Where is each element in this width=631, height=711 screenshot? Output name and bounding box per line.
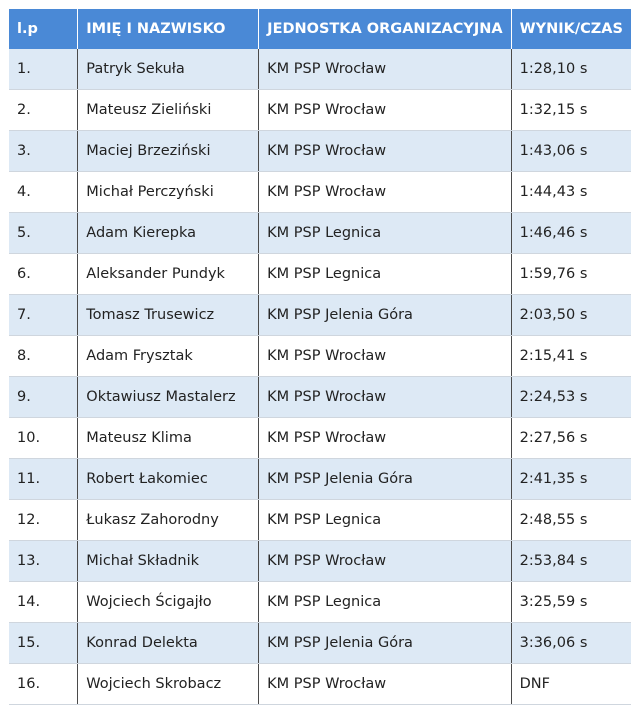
cell-name: Mateusz Klima xyxy=(78,418,259,459)
cell-result: 1:43,06 s xyxy=(511,131,631,172)
cell-name: Maciej Brzeziński xyxy=(78,131,259,172)
cell-name: Aleksander Pundyk xyxy=(78,254,259,295)
cell-lp: 16. xyxy=(9,664,78,705)
cell-unit: KM PSP Wrocław xyxy=(259,418,511,459)
table-row xyxy=(9,459,631,500)
table-row xyxy=(9,500,631,541)
cell-result: 2:15,41 s xyxy=(511,336,631,377)
table-header xyxy=(9,9,631,49)
cell-unit: KM PSP Wrocław xyxy=(259,664,511,705)
table-row xyxy=(9,295,631,336)
cell-unit: KM PSP Jelenia Góra xyxy=(259,623,511,664)
cell-result: 3:25,59 s xyxy=(511,582,631,623)
cell-name: Wojciech Skrobacz xyxy=(78,664,259,705)
cell-result: 2:24,53 s xyxy=(511,377,631,418)
cell-result: DNF xyxy=(511,664,631,705)
cell-name: Michał Składnik xyxy=(78,541,259,582)
cell-name: Wojciech Ścigajło xyxy=(78,582,259,623)
cell-lp: 11. xyxy=(9,459,78,500)
cell-unit: KM PSP Wrocław xyxy=(259,90,511,131)
header-unit: JEDNOSTKA ORGANIZACYJNA xyxy=(259,9,511,49)
cell-name: Oktawiusz Mastalerz xyxy=(78,377,259,418)
table-body xyxy=(9,49,631,705)
table-row xyxy=(9,254,631,295)
table-row xyxy=(9,664,631,705)
cell-lp: 1. xyxy=(9,49,78,90)
cell-name: Adam Kierepka xyxy=(78,213,259,254)
cell-unit: KM PSP Wrocław xyxy=(259,336,511,377)
cell-lp: 3. xyxy=(9,131,78,172)
cell-name: Patryk Sekuła xyxy=(78,49,259,90)
table-row xyxy=(9,418,631,459)
cell-name: Michał Perczyński xyxy=(78,172,259,213)
table-row xyxy=(9,90,631,131)
cell-unit: KM PSP Jelenia Góra xyxy=(259,295,511,336)
cell-unit: KM PSP Wrocław xyxy=(259,172,511,213)
cell-result: 1:44,43 s xyxy=(511,172,631,213)
cell-lp: 12. xyxy=(9,500,78,541)
cell-result: 1:59,76 s xyxy=(511,254,631,295)
header-result: WYNIK/CZAS xyxy=(511,9,631,49)
cell-result: 2:03,50 s xyxy=(511,295,631,336)
header-lp: l.p xyxy=(9,9,78,49)
cell-result: 2:48,55 s xyxy=(511,500,631,541)
cell-name: Robert Łakomiec xyxy=(78,459,259,500)
cell-lp: 13. xyxy=(9,541,78,582)
cell-lp: 15. xyxy=(9,623,78,664)
cell-result: 3:36,06 s xyxy=(511,623,631,664)
table-row xyxy=(9,213,631,254)
table-row xyxy=(9,336,631,377)
cell-unit: KM PSP Legnica xyxy=(259,582,511,623)
cell-lp: 2. xyxy=(9,90,78,131)
cell-lp: 14. xyxy=(9,582,78,623)
cell-unit: KM PSP Wrocław xyxy=(259,541,511,582)
cell-name: Adam Frysztak xyxy=(78,336,259,377)
results-table-container xyxy=(9,9,631,705)
cell-name: Tomasz Trusewicz xyxy=(78,295,259,336)
cell-lp: 8. xyxy=(9,336,78,377)
table-row xyxy=(9,131,631,172)
cell-name: Łukasz Zahorodny xyxy=(78,500,259,541)
cell-name: Mateusz Zieliński xyxy=(78,90,259,131)
cell-unit: KM PSP Wrocław xyxy=(259,49,511,90)
cell-result: 1:28,10 s xyxy=(511,49,631,90)
cell-unit: KM PSP Legnica xyxy=(259,254,511,295)
table-row xyxy=(9,623,631,664)
table-row xyxy=(9,172,631,213)
cell-result: 2:41,35 s xyxy=(511,459,631,500)
cell-result: 2:27,56 s xyxy=(511,418,631,459)
cell-result: 1:32,15 s xyxy=(511,90,631,131)
table-row xyxy=(9,582,631,623)
table-row xyxy=(9,49,631,90)
cell-lp: 4. xyxy=(9,172,78,213)
header-row xyxy=(9,9,631,49)
results-table xyxy=(9,9,631,705)
cell-lp: 7. xyxy=(9,295,78,336)
table-row xyxy=(9,377,631,418)
cell-unit: KM PSP Jelenia Góra xyxy=(259,459,511,500)
cell-lp: 5. xyxy=(9,213,78,254)
header-name: IMIĘ I NAZWISKO xyxy=(78,9,259,49)
cell-lp: 9. xyxy=(9,377,78,418)
cell-result: 2:53,84 s xyxy=(511,541,631,582)
cell-unit: KM PSP Legnica xyxy=(259,213,511,254)
cell-unit: KM PSP Wrocław xyxy=(259,377,511,418)
cell-unit: KM PSP Wrocław xyxy=(259,131,511,172)
cell-name: Konrad Delekta xyxy=(78,623,259,664)
table-row xyxy=(9,541,631,582)
cell-lp: 6. xyxy=(9,254,78,295)
cell-lp: 10. xyxy=(9,418,78,459)
cell-unit: KM PSP Legnica xyxy=(259,500,511,541)
cell-result: 1:46,46 s xyxy=(511,213,631,254)
